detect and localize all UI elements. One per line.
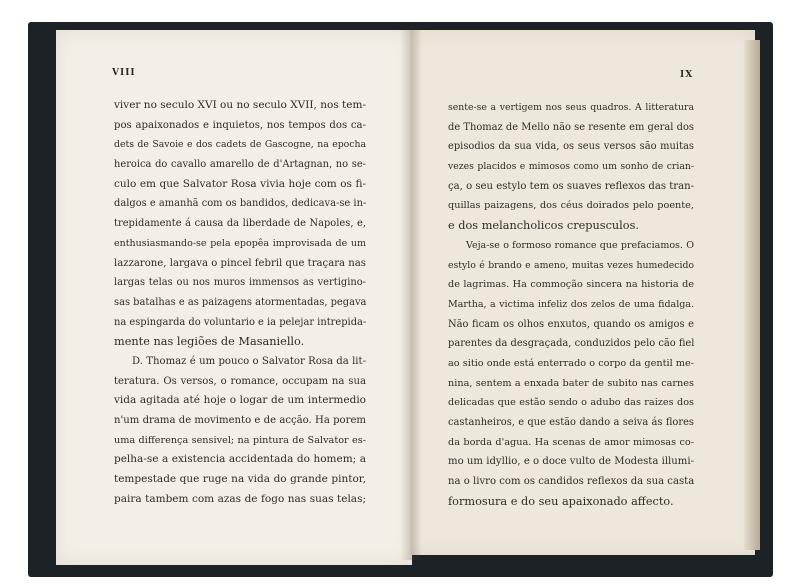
text-line: uma differença sensivel; na pintura de Salvator es-	[114, 434, 366, 446]
text-line: sente-se a vertigem nos seus quadros. A litteratura	[448, 102, 694, 113]
text-line: formosura e do seu apaixonado affecto.	[448, 494, 674, 508]
left-page-text	[114, 96, 366, 509]
text-line: n'um drama de movimento e de acção. Ha porem	[114, 415, 366, 426]
text-line: de lagrimas. Ha commoção sincera na historia de	[448, 279, 694, 291]
text-line: D. Thomaz é um pouco o Salvator Rosa da lit-	[132, 355, 366, 367]
text-line: sas batalhas e as paizagens atormentadas, pegava	[114, 296, 367, 308]
right-page-text	[448, 98, 694, 511]
text-line: na espingarda do voluntario e ia pelejar intrepida-	[114, 316, 367, 328]
text-line: tempestade que ruge na vida do grande pintor,	[114, 473, 366, 486]
page-edges	[744, 40, 760, 550]
text-line: ça, o seu estylo tem os suaves reflexos das tran-	[448, 180, 695, 192]
text-line: mente nas legiões de Masaniello.	[114, 335, 305, 349]
text-line: parentes da desgraçada, conduzidos pelo cão fiel	[448, 338, 695, 350]
text-line: heroica do cavallo amarello de d'Artagnan, no se-	[114, 159, 366, 171]
text-line: Não ficam os olhos enxutos, quando os amigos e	[448, 318, 694, 330]
text-line: quillas paizagens, dos céus doirados pelo poente,	[448, 200, 694, 212]
text-line: teratura. Os versos, o romance, occupam na sua	[114, 375, 366, 387]
text-line: ao sitio onde está enterrado o corpo da gentil me-	[448, 357, 694, 369]
text-line: vezes placidos e mimosos como um sonho de crian-	[448, 161, 694, 173]
text-line: pos apaixonados e inquietos, nos tempos dos ca-	[114, 119, 366, 131]
text-line: na o livro com os candidos reflexos da sua casta	[448, 476, 695, 488]
text-line: dalgos e amanhã com os bandidos, dedicava-se in-	[114, 198, 367, 210]
text-line: pelha-se a existencia accidentada do homem; a	[114, 453, 366, 466]
text-line: lazzarone, largava o pincel febril que traçara nas	[114, 257, 366, 269]
text-line: culo em que Salvator Rosa vivia hoje com os fi-	[114, 177, 366, 190]
text-line: de Thomaz de Mello não se resente em geral dos	[448, 121, 694, 133]
left-folio: VIII	[112, 68, 136, 78]
text-line: Veja-se o formoso romance que prefaciamos. O	[466, 239, 694, 251]
text-line: da borda d'agua. Ha scenas de amor mimosas co-	[448, 436, 694, 448]
text-line: castanheiros, e que estão dando a seiva ás flores	[448, 417, 694, 428]
text-line: dets de Savoie e dos cadets de Gascogne, na epocha	[114, 139, 366, 151]
text-line: mo um idyllio, e o doce vulto de Modesta illumi-	[448, 456, 694, 468]
text-line: paira tambem com azas de fogo nas suas telas;	[114, 492, 366, 505]
text-line: largas telas ou nos muros immensos as vertigino-	[114, 277, 366, 289]
right-folio: IX	[680, 70, 694, 80]
text-line: delicadas que estão sendo o adubo das raizes dos	[448, 397, 694, 409]
text-line: vida agitada até hoje o logar de um intermedio	[114, 394, 366, 407]
text-line: enthusiasmando-se pela epopêa improvisada de um	[114, 237, 366, 249]
text-line: episodios da sua vida, os seus versos são muitas	[448, 141, 694, 153]
text-line: e dos melancholicos crepusculos.	[448, 219, 639, 233]
text-line: trepidamente á causa da liberdade de Napoles, e,	[114, 218, 366, 230]
text-line: Martha, a victima infeliz dos zelos de uma fidalga.	[448, 298, 694, 310]
book-gutter	[400, 30, 422, 560]
text-line: viver no seculo XVI ou no seculo XVII, nos tem-	[114, 99, 366, 111]
text-line: estylo é brando e ameno, muitas vezes humedecido	[448, 259, 694, 271]
text-line: nina, sentem a enxada bater de subito nas carnes	[448, 377, 694, 389]
